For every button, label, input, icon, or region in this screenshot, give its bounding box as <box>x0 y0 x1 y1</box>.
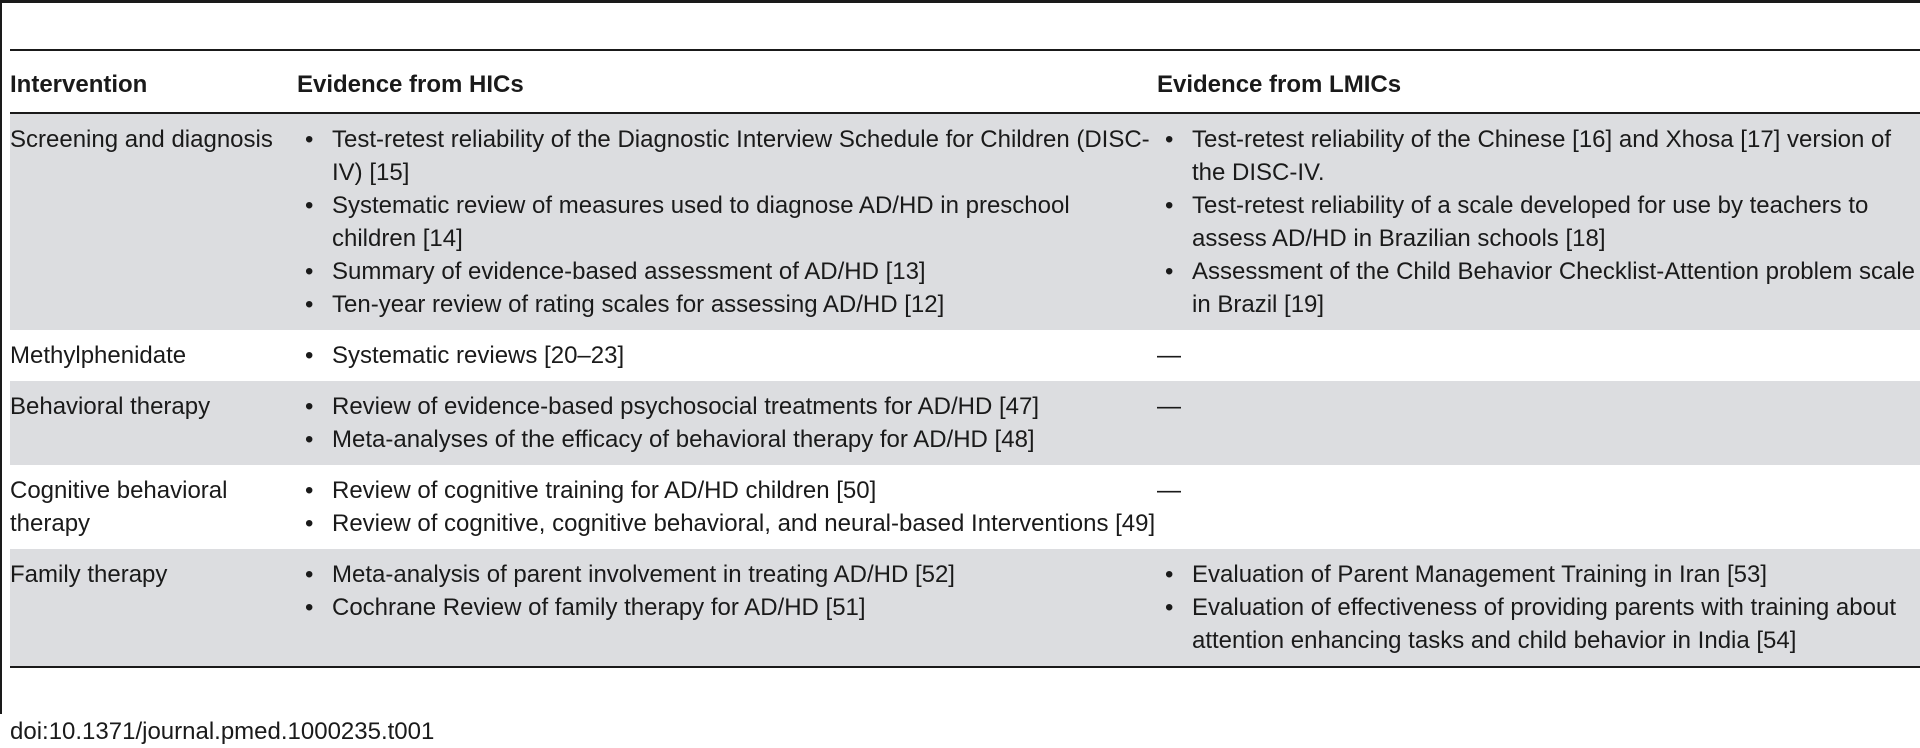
list-item <box>297 474 1157 507</box>
lmic-evidence-cell <box>1157 549 1920 667</box>
bullet-icon: • <box>305 393 314 420</box>
lmic-evidence-cell <box>1157 465 1920 549</box>
list-item <box>1157 189 1920 255</box>
lmic-evidence-cell <box>1157 113 1920 330</box>
list-item-text: Cochrane Review of family therapy for AD/HD [51] <box>332 594 866 621</box>
bullet-icon: • <box>1165 258 1174 285</box>
no-evidence-dash: — <box>1157 477 1181 504</box>
no-evidence-dash: — <box>1157 393 1181 420</box>
bullet-icon: • <box>305 291 314 318</box>
list-item-text: Meta-analysis of parent involvement in treating AD/HD [52] <box>332 561 955 588</box>
list-item <box>1157 255 1920 321</box>
bullet-icon: • <box>305 342 314 369</box>
table-row <box>10 465 1920 549</box>
list-item-text: Meta-analyses of the efficacy of behavioral therapy for AD/HD [48] <box>332 426 1035 453</box>
list-item-text: Test-retest reliability of a scale developed for use by teachers to assess AD/HD in Brazilian schools [18] <box>1192 192 1869 252</box>
intervention-cell: Screening and diagnosis <box>10 113 297 330</box>
bullet-icon: • <box>305 594 314 621</box>
list-item-text: Test-retest reliability of the Diagnostic Interview Schedule for Children (DISC-IV) [15] <box>332 126 1150 186</box>
bullet-icon: • <box>1165 561 1174 588</box>
hic-evidence-cell <box>297 465 1157 549</box>
bullet-icon: • <box>1165 594 1174 621</box>
bullet-icon: • <box>305 561 314 588</box>
header-evidence-lmics: Evidence from LMICs <box>1157 71 1402 98</box>
bullet-icon: • <box>1165 126 1174 153</box>
list-item <box>297 339 1157 372</box>
hic-evidence-cell <box>297 330 1157 381</box>
list-item <box>297 189 1157 255</box>
list-item-text: Systematic reviews [20–23] <box>332 342 625 369</box>
lmic-evidence-list <box>1157 558 1920 657</box>
list-item <box>297 558 1157 591</box>
list-item-text: Systematic review of measures used to diagnose AD/HD in preschool children [14] <box>332 192 1070 252</box>
bullet-icon: • <box>305 477 314 504</box>
list-item-text: Review of cognitive, cognitive behavioral, and neural-based Interventions [49] <box>332 510 1156 537</box>
list-item-text: Summary of evidence-based assessment of AD/HD [13] <box>332 258 926 285</box>
list-item <box>297 255 1157 288</box>
hic-evidence-list <box>297 558 1157 624</box>
hic-evidence-list <box>297 123 1157 321</box>
list-item-text: Review of evidence-based psychosocial treatments for AD/HD [47] <box>332 393 1040 420</box>
evidence-table <box>10 49 1920 668</box>
bullet-icon: • <box>305 510 314 537</box>
list-item <box>297 423 1157 456</box>
doi-caption: doi:10.1371/journal.pmed.1000235.t001 <box>10 718 435 745</box>
table-container <box>10 49 1920 668</box>
bullet-icon: • <box>305 426 314 453</box>
table-row <box>10 549 1920 667</box>
list-item-text: Review of cognitive training for AD/HD children [50] <box>332 477 877 504</box>
list-item <box>297 288 1157 321</box>
hic-evidence-list <box>297 390 1157 456</box>
bullet-icon: • <box>305 258 314 285</box>
list-item-text: Evaluation of Parent Management Training in Iran [53] <box>1192 561 1768 588</box>
hic-evidence-cell <box>297 549 1157 667</box>
list-item <box>297 591 1157 624</box>
table-row <box>10 330 1920 381</box>
left-rule <box>0 0 2 714</box>
lmic-evidence-cell <box>1157 330 1920 381</box>
list-item <box>297 507 1157 540</box>
list-item-text: Test-retest reliability of the Chinese [16] and Xhosa [17] version of the DISC-IV. <box>1192 126 1892 186</box>
bullet-icon: • <box>305 126 314 153</box>
hic-evidence-list <box>297 474 1157 540</box>
hic-evidence-cell <box>297 113 1157 330</box>
intervention-cell: Family therapy <box>10 549 297 667</box>
table-row <box>10 113 1920 330</box>
list-item <box>1157 123 1920 189</box>
list-item <box>1157 558 1920 591</box>
list-item <box>297 123 1157 189</box>
bullet-icon: • <box>305 192 314 219</box>
hic-evidence-list <box>297 339 1157 372</box>
list-item-text: Evaluation of effectiveness of providing parents with training about attention enhancing tasks and child behavior in India [54] <box>1192 594 1896 654</box>
intervention-cell: Behavioral therapy <box>10 381 297 465</box>
hic-evidence-cell <box>297 381 1157 465</box>
list-item-text: Ten-year review of rating scales for assessing AD/HD [12] <box>332 291 945 318</box>
table-header-row <box>10 50 1920 113</box>
no-evidence-dash: — <box>1157 342 1181 369</box>
list-item <box>1157 591 1920 657</box>
header-intervention: Intervention <box>10 71 148 98</box>
intervention-cell: Methylphenidate <box>10 342 187 369</box>
intervention-cell: Cognitive behavioral therapy <box>10 477 228 537</box>
list-item <box>297 390 1157 423</box>
lmic-evidence-list <box>1157 123 1920 321</box>
list-item-text: Assessment of the Child Behavior Checklist-Attention problem scale in Brazil [19] <box>1192 258 1915 318</box>
header-evidence-hics: Evidence from HICs <box>297 71 524 98</box>
table-row <box>10 381 1920 465</box>
bullet-icon: • <box>1165 192 1174 219</box>
lmic-evidence-cell <box>1157 381 1920 465</box>
top-rule <box>0 0 1920 3</box>
